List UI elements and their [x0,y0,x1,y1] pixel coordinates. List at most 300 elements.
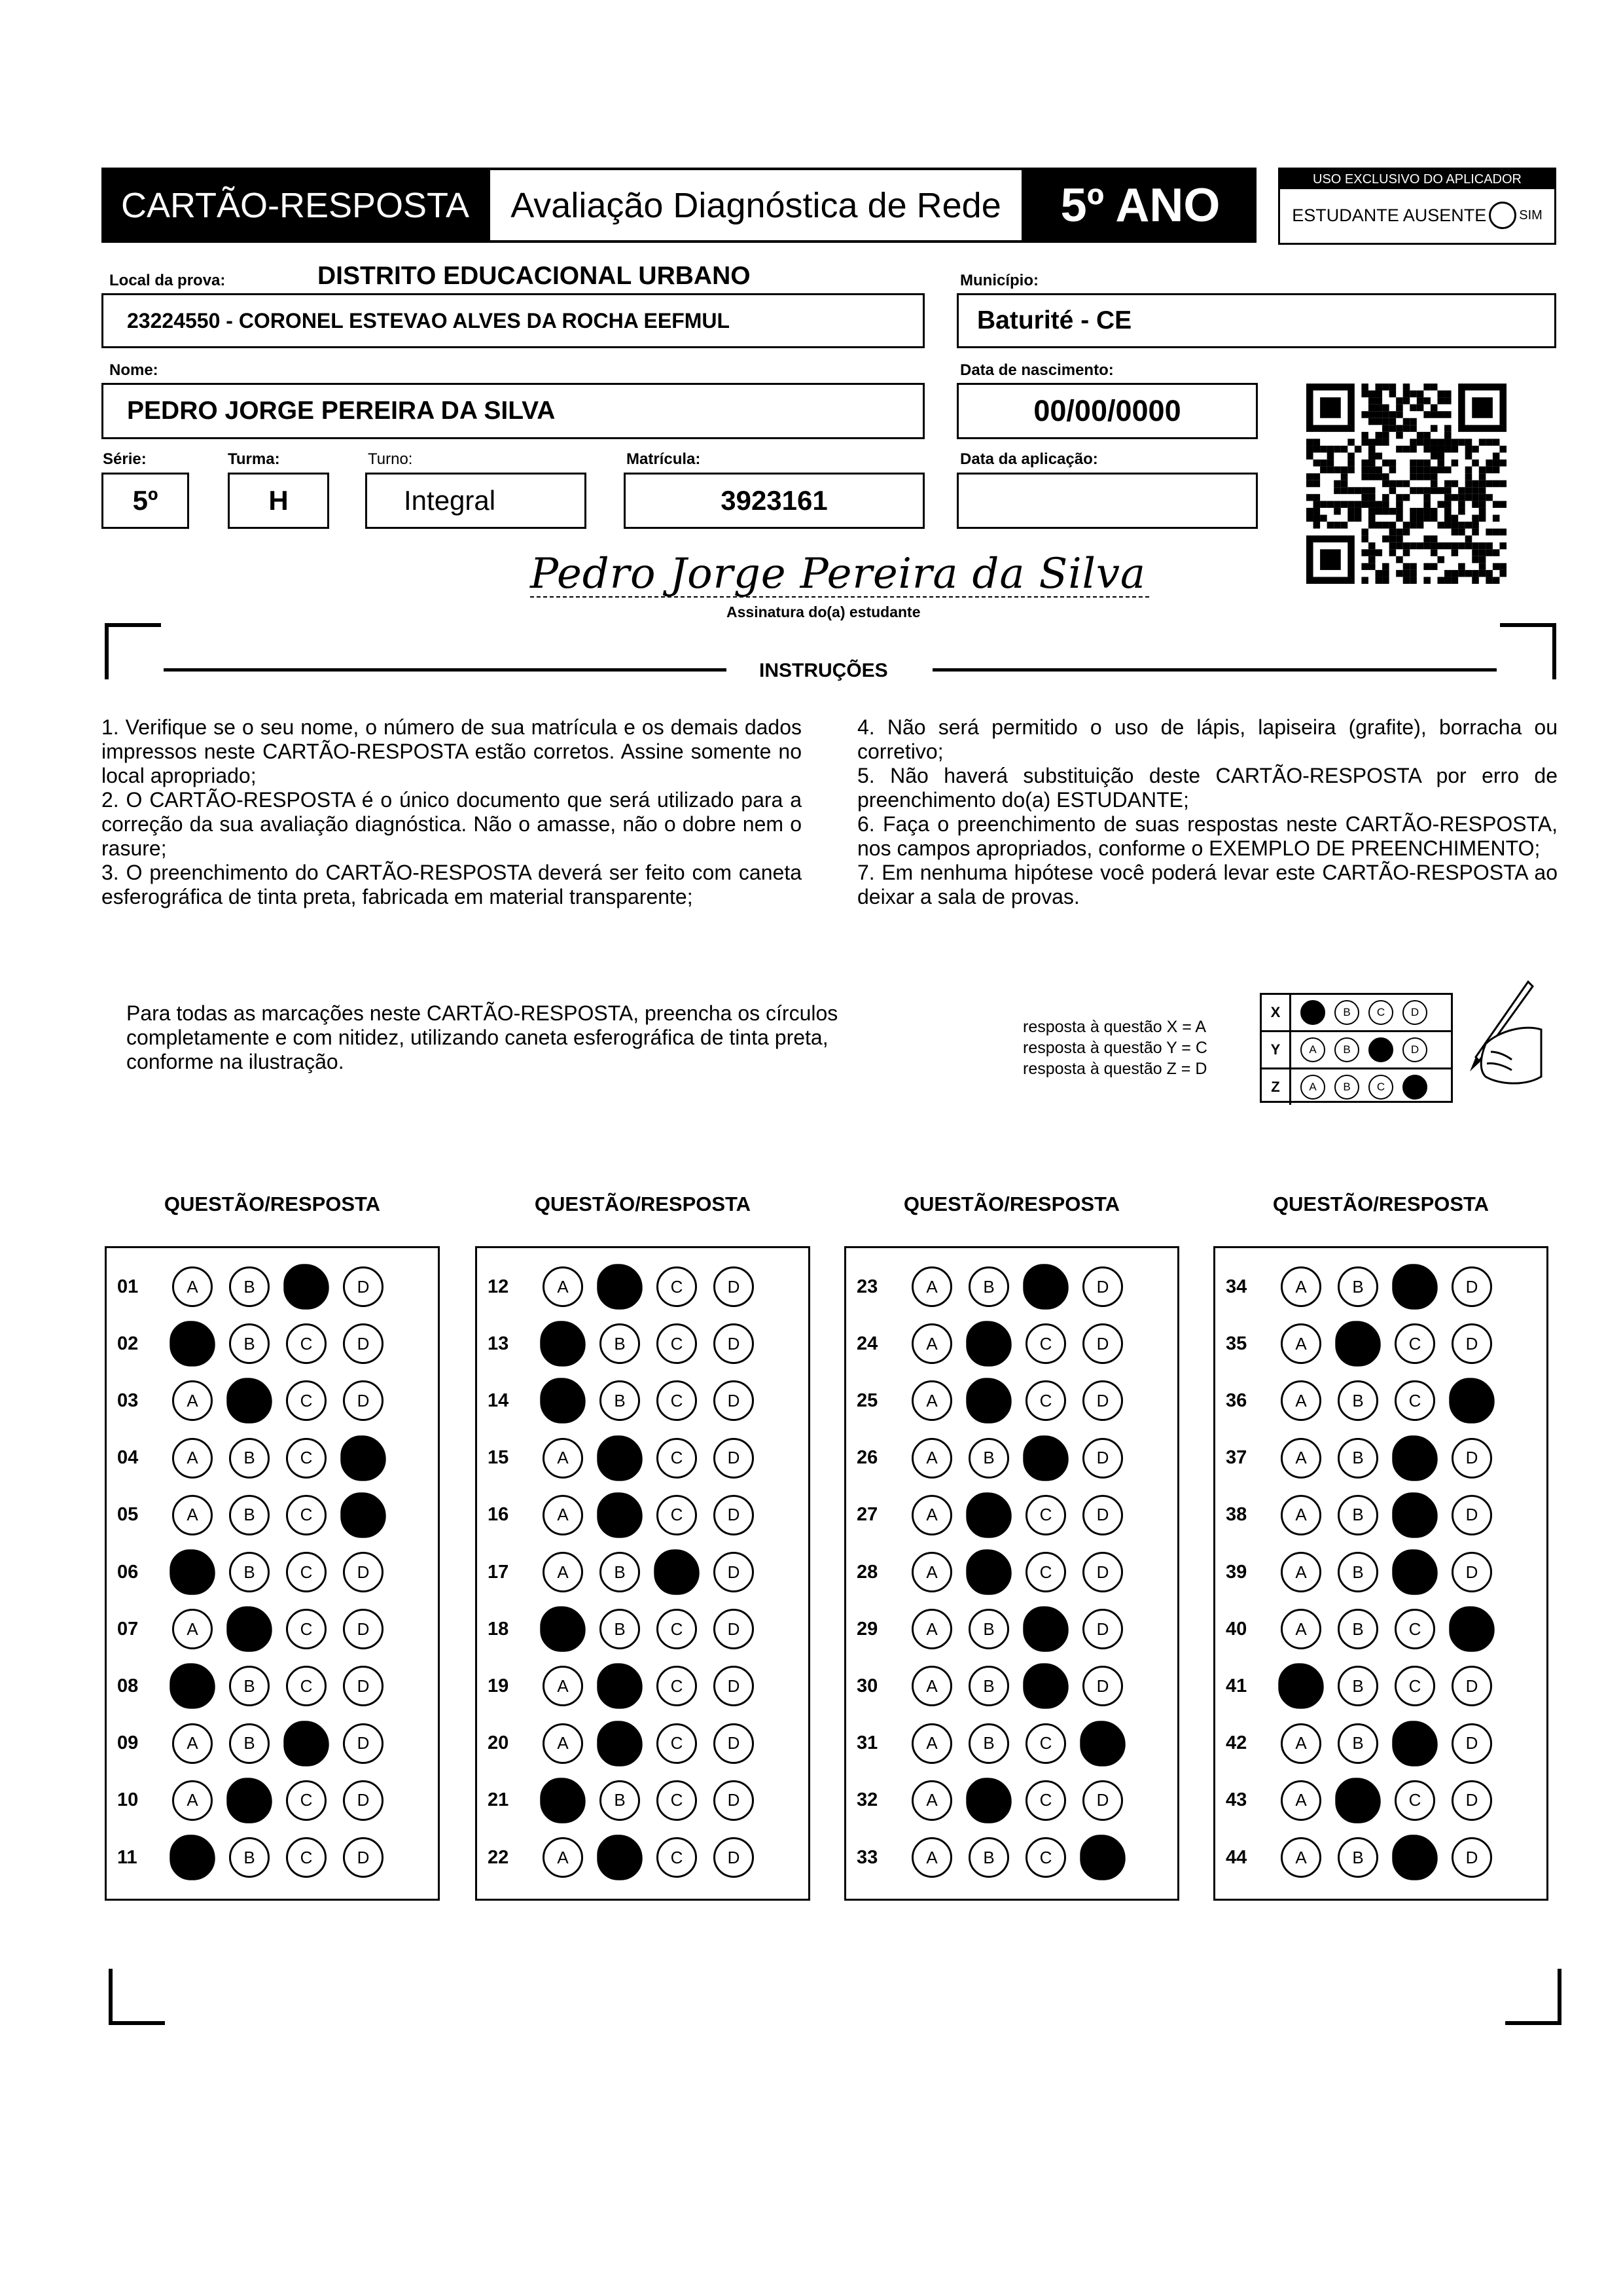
answer-bubble-c[interactable]: C [656,1609,697,1649]
instruction-item: 1. Verifique se o seu nome, o número de sua matrícula e os demais dados impressos neste CARTÃO-RESPOSTA estão corretos. Assine somente no local apropriado; [101,715,802,787]
answer-bubble-d[interactable]: D [343,1837,383,1878]
answer-bubble-d[interactable]: D [713,1666,754,1706]
answer-bubble-b[interactable]: B [1338,1609,1378,1649]
answer-column-title: QUESTÃO/RESPOSTA [903,1193,1120,1215]
answer-bubble-d[interactable]: D [1080,1835,1125,1880]
question-number: 09 [117,1732,139,1754]
example-option-b: B [1334,1037,1359,1062]
answer-bubble-b[interactable]: B [1338,1552,1378,1592]
answer-bubble-b[interactable]: B [597,1492,642,1537]
answer-bubble-a[interactable]: A [169,1321,215,1366]
answer-bubble-a[interactable]: A [172,1266,213,1307]
answer-bubble-d[interactable]: D [1082,1380,1123,1421]
answer-bubble-a[interactable]: A [1281,1780,1321,1821]
answer-bubble-c[interactable]: C [1395,1666,1435,1706]
answer-bubble-b[interactable]: B [229,1666,270,1706]
instruction-item: 6. Faça o preenchimento de suas respostas neste CARTÃO-RESPOSTA, nos campos apropriados, conforme o EXEMPLO DE PREENCHIMENTO; [857,812,1558,860]
answer-bubble-a[interactable]: A [543,1438,583,1479]
answer-bubble-c[interactable]: C [1026,1380,1066,1421]
turno-text: Integral [404,485,496,516]
question-row [107,1609,438,1649]
answer-bubble-a[interactable]: A [540,1378,585,1424]
answer-bubble-d[interactable]: D [713,1552,754,1592]
answer-bubble-c[interactable]: C [656,1723,697,1764]
example-legend-line: resposta à questão Y = C [1023,1039,1207,1057]
answer-bubble-a[interactable]: A [912,1666,952,1706]
question-number: 15 [488,1447,509,1469]
question-number: 02 [117,1333,139,1354]
answer-bubble-c[interactable]: C [1392,1721,1437,1766]
answer-bubble-d[interactable]: D [343,1380,383,1421]
question-row [477,1380,808,1421]
answer-bubble-b[interactable]: B [597,1721,642,1766]
answer-bubble-a[interactable]: A [912,1380,952,1421]
answer-bubble-c[interactable]: C [656,1780,697,1821]
answer-bubble-a[interactable]: A [543,1666,583,1706]
answer-bubble-a[interactable]: A [912,1837,952,1878]
answer-bubble-a[interactable]: A [543,1495,583,1535]
answer-bubble-c[interactable]: C [654,1549,699,1594]
answer-bubble-c[interactable]: C [1392,1435,1437,1480]
answer-bubble-b[interactable]: B [229,1438,270,1479]
aplicacao-field [957,473,1258,529]
question-row [846,1723,1177,1764]
answer-bubble-b[interactable]: B [229,1837,270,1878]
example-option-c: C [1368,1037,1393,1062]
answer-bubble-b[interactable]: B [1338,1438,1378,1479]
serie-label: Série: [103,450,147,468]
question-row [1215,1552,1546,1592]
question-row [107,1495,438,1535]
answer-bubble-c[interactable]: C [656,1266,697,1307]
answer-bubble-c[interactable]: C [1026,1780,1066,1821]
answer-bubble-d[interactable]: D [1082,1780,1123,1821]
question-row [477,1552,808,1592]
absent-label: ESTUDANTE AUSENTE [1292,205,1487,225]
grade-text: 5º ANO [1060,179,1221,232]
answer-bubble-b[interactable]: B [1335,1321,1380,1366]
answer-bubble-d[interactable]: D [1452,1723,1492,1764]
question-row [846,1266,1177,1307]
answer-bubble-a[interactable]: A [912,1438,952,1479]
nascimento-text: 00/00/0000 [1033,394,1181,427]
nome-label: Nome: [109,361,158,379]
question-row [1215,1438,1546,1479]
answer-bubble-c[interactable]: C [1395,1380,1435,1421]
answer-bubble-a[interactable]: A [1281,1837,1321,1878]
question-number: 43 [1226,1789,1247,1811]
question-number: 04 [117,1447,139,1469]
answer-column [105,1246,440,1901]
answer-bubble-c[interactable]: C [286,1495,327,1535]
answer-bubble-a[interactable]: A [1281,1552,1321,1592]
answer-bubble-b[interactable]: B [229,1266,270,1307]
answer-bubble-c[interactable]: C [1392,1549,1437,1594]
question-row [107,1837,438,1878]
school-field [101,293,925,348]
example-legend [1023,1016,1207,1079]
answer-bubble-d[interactable]: D [713,1323,754,1364]
question-number: 31 [857,1732,878,1754]
answer-bubble-c[interactable]: C [1026,1552,1066,1592]
question-number: 34 [1226,1276,1247,1297]
answer-bubble-d[interactable]: D [1452,1323,1492,1364]
answer-bubble-d[interactable]: D [1452,1495,1492,1535]
answer-bubble-a[interactable]: A [172,1380,213,1421]
answer-bubble-b[interactable]: B [226,1606,272,1651]
question-row [107,1666,438,1706]
answer-bubble-d[interactable]: D [713,1837,754,1878]
answer-bubble-b[interactable]: B [229,1323,270,1364]
answer-bubble-a[interactable]: A [912,1323,952,1364]
turma-text: H [268,485,289,516]
card-title [101,168,489,243]
answer-bubble-b[interactable]: B [597,1664,642,1709]
answer-bubble-d[interactable]: D [1452,1552,1492,1592]
answer-bubble-d[interactable]: D [1452,1666,1492,1706]
answer-bubble-b[interactable]: B [1338,1266,1378,1307]
nascimento-field [957,383,1258,439]
answer-bubble-d[interactable]: D [713,1723,754,1764]
aplicacao-label: Data da aplicação: [960,450,1098,468]
answer-bubble-c[interactable]: C [1395,1609,1435,1649]
answer-bubble-c[interactable]: C [1026,1323,1066,1364]
signature-handwriting: Pedro Jorge Pereira da Silva [530,550,1145,598]
answer-bubble-d[interactable]: D [1082,1552,1123,1592]
question-number: 21 [488,1789,509,1811]
answer-bubble-a[interactable]: A [543,1552,583,1592]
example-option-d: D [1402,1037,1427,1062]
answer-bubble-c[interactable]: C [286,1666,327,1706]
corner-mark-top-right [1500,623,1556,679]
answer-bubble-b[interactable]: B [966,1549,1011,1594]
answer-bubble-b[interactable]: B [599,1609,640,1649]
example-option-b: B [1334,1000,1359,1025]
question-row [107,1723,438,1764]
instructions-title: INSTRUÇÕES [759,660,888,681]
answer-bubble-b[interactable]: B [599,1552,640,1592]
answer-bubble-a[interactable]: A [912,1552,952,1592]
answer-bubble-b[interactable]: B [966,1778,1011,1823]
answer-bubble-d[interactable]: D [713,1495,754,1535]
answer-bubble-a[interactable]: A [1281,1380,1321,1421]
corner-mark-bottom-left [109,1969,165,2025]
question-row [1215,1780,1546,1821]
card-title-text: CARTÃO-RESPOSTA [120,185,470,225]
question-row [477,1837,808,1878]
turno-field [365,473,586,529]
answer-bubble-d[interactable]: D [1082,1438,1123,1479]
answer-bubble-c[interactable]: C [1392,1492,1437,1537]
answer-bubble-c[interactable]: C [1395,1323,1435,1364]
answer-bubble-c[interactable]: C [1392,1835,1437,1880]
corner-mark-bottom-right [1505,1969,1561,2025]
question-row [846,1495,1177,1535]
answer-bubble-b[interactable]: B [599,1780,640,1821]
question-row [477,1323,808,1364]
example-option-d: D [1402,1000,1427,1025]
signature-caption: Assinatura do(a) estudante [726,603,921,620]
answer-bubble-b[interactable]: B [1338,1380,1378,1421]
question-number: 08 [117,1675,139,1696]
answer-bubble-a[interactable]: A [540,1606,585,1651]
absent-checkbox[interactable] [1489,202,1516,229]
answer-bubble-d[interactable]: D [713,1380,754,1421]
serie-field [101,473,189,529]
answer-bubble-d[interactable]: D [1082,1609,1123,1649]
answer-bubble-b[interactable]: B [966,1492,1011,1537]
answer-bubble-b[interactable]: B [229,1495,270,1535]
answer-bubble-c[interactable]: C [656,1323,697,1364]
answer-bubble-d[interactable]: D [1449,1606,1494,1651]
answer-bubble-a[interactable]: A [172,1780,213,1821]
answer-bubble-d[interactable]: D [343,1780,383,1821]
question-number: 18 [488,1618,509,1640]
question-number: 35 [1226,1333,1247,1354]
question-number: 33 [857,1846,878,1868]
answer-bubble-d[interactable]: D [1082,1666,1123,1706]
answer-bubble-a[interactable]: A [912,1780,952,1821]
answer-bubble-a[interactable]: A [912,1609,952,1649]
question-row [107,1780,438,1821]
question-row [1215,1666,1546,1706]
municipio-label: Município: [960,272,1039,289]
answer-bubble-a[interactable]: A [169,1549,215,1594]
question-number: 36 [1226,1390,1247,1411]
answer-bubble-b[interactable]: B [597,1264,642,1309]
answer-bubble-b[interactable]: B [1338,1723,1378,1764]
answer-bubble-c[interactable]: C [286,1380,327,1421]
question-row [107,1380,438,1421]
question-number: 29 [857,1618,878,1640]
question-row [846,1438,1177,1479]
question-number: 07 [117,1618,139,1640]
answer-bubble-c[interactable]: C [1023,1264,1068,1309]
school-text: 23224550 - CORONEL ESTEVAO ALVES DA ROCHA EEFMUL [127,308,730,332]
answer-bubble-a[interactable]: A [169,1664,215,1709]
question-row [1215,1837,1546,1878]
answer-bubble-b[interactable]: B [969,1609,1009,1649]
instruction-item: 2. O CARTÃO-RESPOSTA é o único documento que será utilizado para a correção da sua avaliação diagnóstica. Não o amasse, não o dobre nem o rasure; [101,788,802,860]
answer-bubble-b[interactable]: B [1338,1837,1378,1878]
question-row [477,1438,808,1479]
answer-bubble-b[interactable]: B [599,1380,640,1421]
answer-bubble-d[interactable]: D [1082,1266,1123,1307]
answer-bubble-c[interactable]: C [656,1495,697,1535]
answer-bubble-b[interactable]: B [1338,1495,1378,1535]
answer-bubble-c[interactable]: C [1023,1664,1068,1709]
answer-bubble-c[interactable]: C [1395,1780,1435,1821]
answer-bubble-a[interactable]: A [543,1837,583,1878]
answer-bubble-b[interactable]: B [229,1552,270,1592]
answer-bubble-c[interactable]: C [286,1552,327,1592]
answer-bubble-c[interactable]: C [283,1264,329,1309]
answer-bubble-a[interactable]: A [1281,1266,1321,1307]
example-option-d: D [1402,1075,1427,1100]
question-number: 44 [1226,1846,1247,1868]
answer-bubble-b[interactable]: B [1338,1666,1378,1706]
answer-bubble-c[interactable]: C [286,1837,327,1878]
answer-bubble-c[interactable]: C [656,1438,697,1479]
answer-bubble-d[interactable]: D [343,1723,383,1764]
question-number: 19 [488,1675,509,1696]
example-legend-line: resposta à questão Z = D [1023,1060,1207,1078]
turno-label: Turno: [368,450,413,468]
answer-bubble-b[interactable]: B [229,1723,270,1764]
answer-bubble-d[interactable]: D [340,1492,385,1537]
question-number: 14 [488,1390,509,1411]
nome-field [101,383,925,439]
example-option-a: A [1300,1000,1325,1025]
question-number: 38 [1226,1504,1247,1526]
yes-label: SIM [1519,207,1543,223]
answer-bubble-a[interactable]: A [543,1723,583,1764]
answer-bubble-a[interactable]: A [1281,1438,1321,1479]
district-name: DISTRITO EDUCACIONAL URBANO [317,262,751,290]
question-row [107,1438,438,1479]
answer-bubble-d[interactable]: D [343,1609,383,1649]
answer-bubble-c[interactable]: C [1026,1837,1066,1878]
example-option-a: A [1300,1037,1325,1062]
question-number: 13 [488,1333,509,1354]
answer-bubble-c[interactable]: C [1023,1435,1068,1480]
answer-bubble-c[interactable]: C [286,1609,327,1649]
corner-mark-top-left [105,623,161,679]
answer-bubble-a[interactable]: A [912,1266,952,1307]
question-row [846,1837,1177,1878]
answer-bubble-c[interactable]: C [656,1837,697,1878]
question-number: 01 [117,1276,139,1297]
answer-bubble-d[interactable]: D [340,1435,385,1480]
answer-bubble-a[interactable]: A [540,1321,585,1366]
answer-bubble-b[interactable]: B [597,1435,642,1480]
answer-bubble-a[interactable]: A [172,1723,213,1764]
answer-bubble-d[interactable]: D [1082,1495,1123,1535]
answer-bubble-a[interactable]: A [912,1723,952,1764]
nome-text: PEDRO JORGE PEREIRA DA SILVA [127,397,556,425]
answer-bubble-b[interactable]: B [226,1378,272,1424]
question-number: 28 [857,1561,878,1583]
applicator-box [1278,168,1556,245]
answer-bubble-d[interactable]: D [343,1666,383,1706]
answer-bubble-b[interactable]: B [966,1378,1011,1424]
question-number: 22 [488,1846,509,1868]
instruction-item: 3. O preenchimento do CARTÃO-RESPOSTA deverá ser feito com caneta esferográfica de tinta preta, fabricada em material transparente; [101,861,802,908]
turma-label: Turma: [228,450,280,468]
answer-bubble-b[interactable]: B [226,1778,272,1823]
answer-bubble-a[interactable]: A [912,1495,952,1535]
question-number: 32 [857,1789,878,1811]
instruction-item: 5. Não haverá substituição deste CARTÃO-RESPOSTA por erro de preenchimento do(a) ESTUDANTE; [857,764,1558,812]
answer-bubble-a[interactable]: A [543,1266,583,1307]
answer-bubble-a[interactable]: A [1281,1723,1321,1764]
answer-bubble-c[interactable]: C [1023,1606,1068,1651]
question-number: 17 [488,1561,509,1583]
answer-bubble-d[interactable]: D [343,1266,383,1307]
answer-bubble-d[interactable]: D [1080,1721,1125,1766]
answer-bubble-a[interactable]: A [172,1438,213,1479]
answer-bubble-a[interactable]: A [1281,1609,1321,1649]
matricula-label: Matrícula: [626,450,701,468]
answer-column-title: QUESTÃO/RESPOSTA [164,1193,381,1215]
answer-bubble-c[interactable]: C [1026,1723,1066,1764]
answer-bubble-a[interactable]: A [1281,1323,1321,1364]
example-legend-line: resposta à questão X = A [1023,1018,1207,1036]
answer-bubble-c[interactable]: C [286,1438,327,1479]
exam-title-text: Avaliação Diagnóstica de Rede [510,185,1001,225]
question-row [107,1323,438,1364]
answer-column-title: QUESTÃO/RESPOSTA [534,1193,751,1215]
municipio-field [957,293,1556,348]
answer-bubble-a[interactable]: A [1278,1664,1323,1709]
answer-bubble-a[interactable]: A [172,1609,213,1649]
example-text: Para todas as marcações neste CARTÃO-RESPOSTA, preencha os círculos completamente e com nitidez, utilizando caneta esferográfica de tinta preta, conforme na ilustração. [126,1001,838,1073]
question-number: 26 [857,1447,878,1469]
question-number: 20 [488,1732,509,1754]
answer-bubble-d[interactable]: D [1449,1378,1494,1424]
answer-bubble-d[interactable]: D [1452,1780,1492,1821]
answer-bubble-b[interactable]: B [969,1266,1009,1307]
question-row [1215,1723,1546,1764]
answer-bubble-b[interactable]: B [1335,1778,1380,1823]
answer-bubble-d[interactable]: D [343,1323,383,1364]
answer-bubble-c[interactable]: C [656,1666,697,1706]
answer-bubble-c[interactable]: C [283,1721,329,1766]
question-row [1215,1323,1546,1364]
answer-bubble-d[interactable]: D [1082,1323,1123,1364]
qr-code [1306,384,1507,584]
answer-bubble-a[interactable]: A [540,1778,585,1823]
question-number: 12 [488,1276,509,1297]
question-number: 37 [1226,1447,1247,1469]
answer-bubble-c[interactable]: C [1392,1264,1437,1309]
question-number: 39 [1226,1561,1247,1583]
answer-bubble-b[interactable]: B [969,1837,1009,1878]
pen-hand-icon [1414,978,1544,1096]
applicator-title: USO EXCLUSIVO DO APLICADOR [1280,170,1554,189]
exam-title [488,168,1024,243]
question-number: 41 [1226,1675,1247,1696]
answer-bubble-c[interactable]: C [286,1323,327,1364]
answer-bubble-d[interactable]: D [713,1780,754,1821]
answer-bubble-a[interactable]: A [172,1495,213,1535]
answer-bubble-b[interactable]: B [969,1438,1009,1479]
answer-bubble-b[interactable]: B [969,1666,1009,1706]
answer-bubble-d[interactable]: D [713,1438,754,1479]
answer-bubble-d[interactable]: D [343,1552,383,1592]
question-row [477,1723,808,1764]
answer-bubble-c[interactable]: C [286,1780,327,1821]
answer-bubble-d[interactable]: D [713,1609,754,1649]
signature [517,543,1158,602]
question-number: 11 [117,1846,137,1868]
answer-bubble-a[interactable]: A [169,1835,215,1880]
instructions-right [857,715,1558,909]
answer-bubble-c[interactable]: C [1026,1495,1066,1535]
answer-bubble-b[interactable]: B [597,1835,642,1880]
answer-bubble-d[interactable]: D [1452,1266,1492,1307]
answer-bubble-d[interactable]: D [1452,1837,1492,1878]
question-row [1215,1380,1546,1421]
answer-bubble-b[interactable]: B [969,1723,1009,1764]
answer-bubble-b[interactable]: B [966,1321,1011,1366]
answer-bubble-d[interactable]: D [1452,1438,1492,1479]
answer-bubble-b[interactable]: B [599,1323,640,1364]
answer-bubble-a[interactable]: A [1281,1495,1321,1535]
question-number: 05 [117,1504,139,1526]
answer-bubble-d[interactable]: D [713,1266,754,1307]
answer-bubble-c[interactable]: C [656,1380,697,1421]
